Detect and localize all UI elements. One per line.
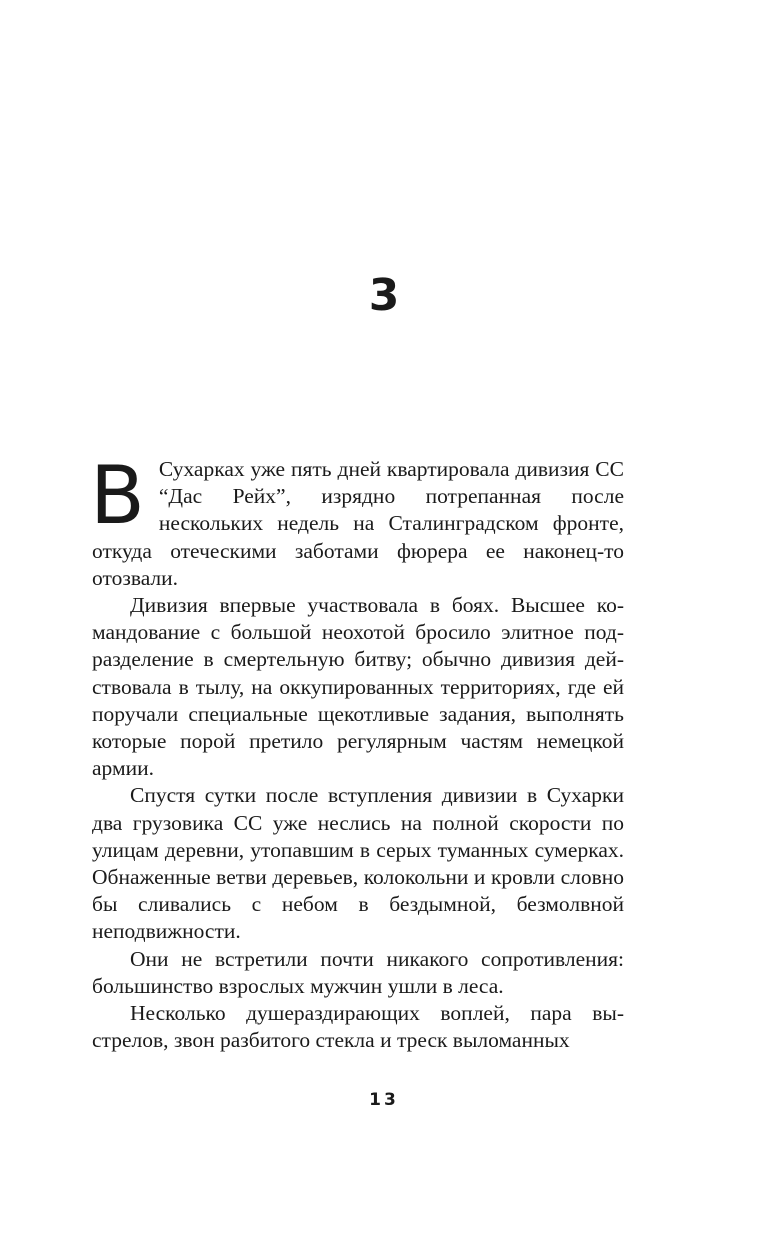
paragraph-1-text: Сухарках уже пять дней квартировала дивизия СС “Дас Рейх”, изрядно потрепанная после нескольких недель на Сталинградском фронте, откуда отеческими заботами фюрера ее наконец-то отозвали. (92, 457, 624, 590)
page-number: 13 (369, 1090, 399, 1110)
paragraph-3: Спустя сутки после вступления дивизии в Сухарки два грузовика СС уже неслись на полной скорости по улицам деревни, утопавшим в серых туманных сумерках. Обнаженные ветви деревьев, колокольни и кровли словно бы сливались с небом в бездымной, безмолвной неподвижности. (92, 783, 624, 944)
paragraph-1 (90, 449, 624, 592)
body-text (90, 449, 624, 1054)
paragraph-5: Несколько душераздирающих воплей, пара выстрелов, звон разбитого стекла и треск выломанных (92, 1001, 624, 1053)
paragraph-2: Дивизия впервые участвовала в боях. Высшее командование с большой неохотой бросило элитное подразделение в смертельную битву; обычно дивизия действовала в тылу, на оккупированных территориях, где ей поручали специальные щекотливые задания, выполнять которые порой претило регулярным частям немецкой армии. (92, 593, 624, 781)
chapter-number: 3 (368, 270, 400, 321)
drop-cap: В (90, 449, 145, 542)
paragraph-4: Они не встретили почти никакого сопротивления: большинство взрослых мужчин ушли в леса. (92, 946, 624, 998)
